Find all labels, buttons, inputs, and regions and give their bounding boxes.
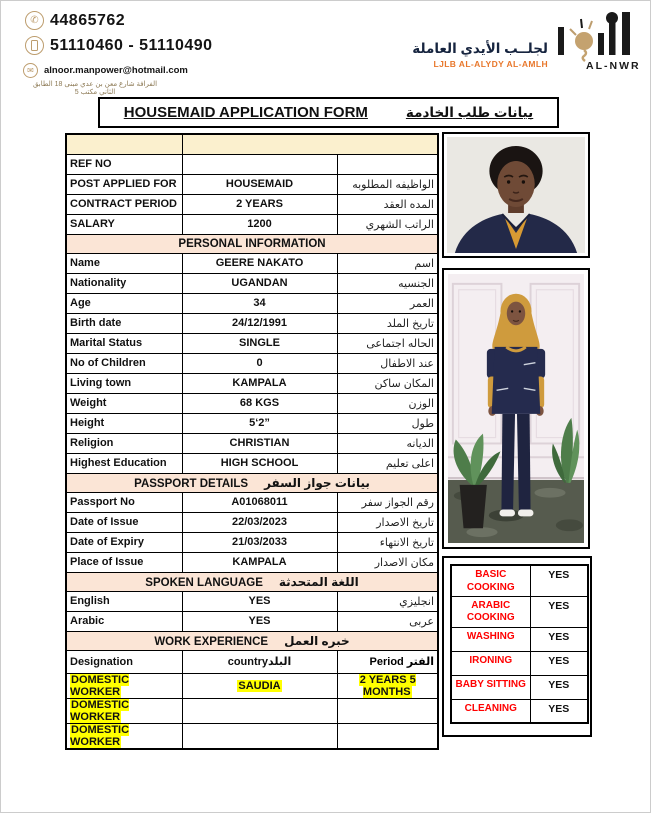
field-label-cell: Marital Status bbox=[66, 333, 182, 353]
field-value-cell: 68 KGS bbox=[182, 393, 337, 413]
field-row bbox=[66, 273, 438, 293]
work-designation-cell bbox=[66, 673, 182, 698]
field-arabic-cell: انجليزي bbox=[337, 591, 438, 611]
field-value-cell bbox=[182, 154, 337, 174]
period-header-english: Period bbox=[369, 656, 407, 668]
field-arabic-cell bbox=[337, 154, 438, 174]
passport-photo-box bbox=[442, 132, 590, 258]
lightbulb-logo-icon bbox=[548, 9, 644, 79]
skill-value-cell: YES bbox=[530, 699, 588, 723]
field-row bbox=[66, 353, 438, 373]
field-row bbox=[66, 591, 438, 611]
field-row bbox=[66, 373, 438, 393]
blank-label-cell bbox=[66, 134, 182, 154]
field-row bbox=[66, 433, 438, 453]
skill-name-cell: CLEANING bbox=[451, 699, 530, 723]
form-table-body bbox=[66, 134, 438, 749]
field-arabic-cell: الجنسيه bbox=[337, 273, 438, 293]
form-title-english: HOUSEMAID APPLICATION FORM bbox=[123, 104, 368, 121]
field-arabic-cell: الديانه bbox=[337, 433, 438, 453]
section-title-english: PASSPORT DETAILS bbox=[134, 477, 249, 490]
blank-header-row bbox=[66, 134, 438, 154]
skill-value-cell: YES bbox=[530, 627, 588, 651]
company-name-transliteration: LJLB AL-ALYDY AL-AMLH bbox=[433, 59, 548, 69]
field-label-cell: Date of Issue bbox=[66, 512, 182, 532]
work-period-cell bbox=[337, 723, 438, 749]
email-address: alnoor.manpower@hotmail.com bbox=[44, 65, 188, 76]
field-row bbox=[66, 552, 438, 572]
work-designation-cell bbox=[66, 698, 182, 723]
field-value-cell: 1200 bbox=[182, 214, 337, 234]
field-label-cell: English bbox=[66, 591, 182, 611]
field-value-cell: A01068011 bbox=[182, 492, 337, 512]
field-row bbox=[66, 393, 438, 413]
section-row bbox=[66, 234, 438, 253]
country-value: SAUDIA bbox=[238, 679, 281, 692]
skill-row bbox=[451, 565, 588, 596]
section-title-english: PERSONAL INFORMATION bbox=[178, 237, 326, 250]
skill-name-cell: BABY SITTING bbox=[451, 675, 530, 699]
field-arabic-cell: رقم الجواز سفر bbox=[337, 492, 438, 512]
field-value-cell: SINGLE bbox=[182, 333, 337, 353]
field-row bbox=[66, 532, 438, 552]
field-label-cell: Weight bbox=[66, 393, 182, 413]
full-body-photo-box bbox=[442, 268, 590, 549]
country-header-arabic: البلد bbox=[268, 656, 292, 668]
field-label-cell: POST APPLIED FOR bbox=[66, 174, 182, 194]
work-experience-row bbox=[66, 673, 438, 698]
field-row bbox=[66, 313, 438, 333]
field-row bbox=[66, 492, 438, 512]
field-row bbox=[66, 194, 438, 214]
company-name-block bbox=[412, 41, 548, 69]
section-header-cell bbox=[66, 234, 438, 253]
designation-value: DOMESTIC WORKER bbox=[70, 698, 130, 723]
field-arabic-cell: المكان ساكن bbox=[337, 373, 438, 393]
field-label-cell: Nationality bbox=[66, 273, 182, 293]
field-row bbox=[66, 512, 438, 532]
skill-name-cell: IRONING bbox=[451, 651, 530, 675]
designation-value: DOMESTIC WORKER bbox=[70, 673, 130, 698]
skill-row bbox=[451, 627, 588, 651]
period-header-arabic: الفتر bbox=[406, 656, 434, 668]
country-header-english: country bbox=[227, 656, 269, 668]
work-country-cell bbox=[182, 698, 337, 723]
field-value-cell: YES bbox=[182, 591, 337, 611]
field-arabic-cell: اسم bbox=[337, 253, 438, 273]
blank-value-cell bbox=[182, 134, 438, 154]
field-row bbox=[66, 611, 438, 631]
work-period-cell bbox=[337, 673, 438, 698]
field-value-cell: 34 bbox=[182, 293, 337, 313]
field-value-cell: 21/03/2033 bbox=[182, 532, 337, 552]
field-label-cell: Height bbox=[66, 413, 182, 433]
field-label-cell: Arabic bbox=[66, 611, 182, 631]
section-title-arabic: بيانات جواز السفر bbox=[264, 475, 370, 490]
field-label-cell: Passport No bbox=[66, 492, 182, 512]
designation-value: DOMESTIC WORKER bbox=[70, 723, 130, 748]
phone-icon: ✆ bbox=[25, 11, 44, 30]
skill-row bbox=[451, 699, 588, 723]
field-value-cell: HIGH SCHOOL bbox=[182, 453, 337, 473]
field-arabic-cell: الواظيفه المطلوبه bbox=[337, 174, 438, 194]
section-row bbox=[66, 631, 438, 650]
field-arabic-cell: المده العقد bbox=[337, 194, 438, 214]
work-designation-cell bbox=[66, 723, 182, 749]
field-row bbox=[66, 214, 438, 234]
section-row bbox=[66, 572, 438, 591]
field-row bbox=[66, 453, 438, 473]
field-value-cell: 24/12/1991 bbox=[182, 313, 337, 333]
work-experience-row bbox=[66, 723, 438, 749]
section-title-english: WORK EXPERIENCE bbox=[154, 635, 269, 648]
skill-row bbox=[451, 596, 588, 627]
skill-value-cell: YES bbox=[530, 675, 588, 699]
field-label-cell: No of Children bbox=[66, 353, 182, 373]
section-row bbox=[66, 473, 438, 492]
skills-table-body bbox=[451, 565, 588, 723]
field-label-cell: Living town bbox=[66, 373, 182, 393]
field-arabic-cell: تاريخ الاصدار bbox=[337, 512, 438, 532]
skills-table bbox=[450, 564, 589, 724]
field-value-cell: CHRISTIAN bbox=[182, 433, 337, 453]
skills-table-box bbox=[442, 556, 592, 737]
skill-row bbox=[451, 651, 588, 675]
office-address-arabic: الفرافة شارع معن بن عدي مبنى 18 الطابق الثاني مكتب 5 bbox=[32, 81, 158, 96]
company-name-arabic: لجلــب الأيدي العاملة bbox=[412, 41, 548, 56]
work-country-cell bbox=[182, 673, 337, 698]
field-label-cell: Birth date bbox=[66, 313, 182, 333]
skill-value-cell: YES bbox=[530, 651, 588, 675]
phone-row bbox=[25, 11, 125, 30]
period-value: 2 YEARS 5 MONTHS bbox=[359, 673, 416, 698]
field-arabic-cell: الحاله اجتماعى bbox=[337, 333, 438, 353]
field-label-cell: Date of Expiry bbox=[66, 532, 182, 552]
field-label-cell: Religion bbox=[66, 433, 182, 453]
section-header-cell bbox=[66, 473, 438, 492]
field-value-cell: HOUSEMAID bbox=[182, 174, 337, 194]
skill-name-cell: ARABIC COOKING bbox=[451, 596, 530, 627]
field-label-cell: Name bbox=[66, 253, 182, 273]
application-form-table bbox=[65, 133, 439, 750]
field-value-cell: KAMPALA bbox=[182, 552, 337, 572]
field-arabic-cell: عربى bbox=[337, 611, 438, 631]
email-row bbox=[23, 63, 188, 78]
work-period-header-cell bbox=[337, 650, 438, 673]
mobile-numbers: 51110460 - 51110490 bbox=[50, 36, 213, 54]
email-icon: ✉ bbox=[23, 63, 38, 78]
field-row bbox=[66, 253, 438, 273]
field-label-cell: Place of Issue bbox=[66, 552, 182, 572]
field-row bbox=[66, 333, 438, 353]
field-arabic-cell: عند الاطفال bbox=[337, 353, 438, 373]
skill-name-cell: BASIC COOKING bbox=[451, 565, 530, 596]
field-arabic-cell: تاريخ الملد bbox=[337, 313, 438, 333]
field-row bbox=[66, 154, 438, 174]
field-label-cell: Highest Education bbox=[66, 453, 182, 473]
section-title-arabic: اللغة المتحدثة bbox=[278, 574, 359, 589]
field-value-cell: UGANDAN bbox=[182, 273, 337, 293]
field-label-cell: REF NO bbox=[66, 154, 182, 174]
field-value-cell: 2 YEARS bbox=[182, 194, 337, 214]
field-value-cell: YES bbox=[182, 611, 337, 631]
applicant-portrait-photo bbox=[447, 137, 585, 253]
mobile-row bbox=[25, 36, 213, 55]
work-designation-header-cell: Designation bbox=[66, 650, 182, 673]
field-arabic-cell: طول bbox=[337, 413, 438, 433]
section-header-cell bbox=[66, 572, 438, 591]
field-row bbox=[66, 293, 438, 313]
logo-text: AL-NWR bbox=[586, 60, 641, 72]
work-country-header-cell bbox=[182, 650, 337, 673]
field-value-cell: 0 bbox=[182, 353, 337, 373]
field-arabic-cell: العمر bbox=[337, 293, 438, 313]
field-row bbox=[66, 174, 438, 194]
field-value-cell: KAMPALA bbox=[182, 373, 337, 393]
mobile-icon bbox=[25, 36, 44, 55]
form-title-arabic: بيانات طلب الخادمة bbox=[405, 104, 534, 120]
field-arabic-cell: الراتب الشهري bbox=[337, 214, 438, 234]
section-header-cell bbox=[66, 631, 438, 650]
phone-number: 44865762 bbox=[50, 11, 126, 29]
skill-value-cell: YES bbox=[530, 565, 588, 596]
field-row bbox=[66, 413, 438, 433]
section-title-arabic: خبره العمل bbox=[284, 633, 350, 648]
work-country-cell bbox=[182, 723, 337, 749]
field-value-cell: 22/03/2023 bbox=[182, 512, 337, 532]
field-arabic-cell: مكان الاصدار bbox=[337, 552, 438, 572]
skill-row bbox=[451, 675, 588, 699]
work-header-row bbox=[66, 650, 438, 673]
company-logo bbox=[548, 9, 644, 79]
form-title-box bbox=[98, 97, 559, 128]
section-title-english: SPOKEN LANGUAGE bbox=[145, 576, 263, 589]
field-arabic-cell: تاريخ الانتهاء bbox=[337, 532, 438, 552]
field-arabic-cell: اعلى تعليم bbox=[337, 453, 438, 473]
skill-name-cell: WASHING bbox=[451, 627, 530, 651]
field-label-cell: Age bbox=[66, 293, 182, 313]
applicant-full-body-photo bbox=[448, 274, 584, 543]
field-value-cell: 5‘2” bbox=[182, 413, 337, 433]
field-label-cell: SALARY bbox=[66, 214, 182, 234]
field-arabic-cell: الوزن bbox=[337, 393, 438, 413]
skill-value-cell: YES bbox=[530, 596, 588, 627]
work-experience-row bbox=[66, 698, 438, 723]
field-value-cell: GEERE NAKATO bbox=[182, 253, 337, 273]
work-period-cell bbox=[337, 698, 438, 723]
field-label-cell: CONTRACT PERIOD bbox=[66, 194, 182, 214]
